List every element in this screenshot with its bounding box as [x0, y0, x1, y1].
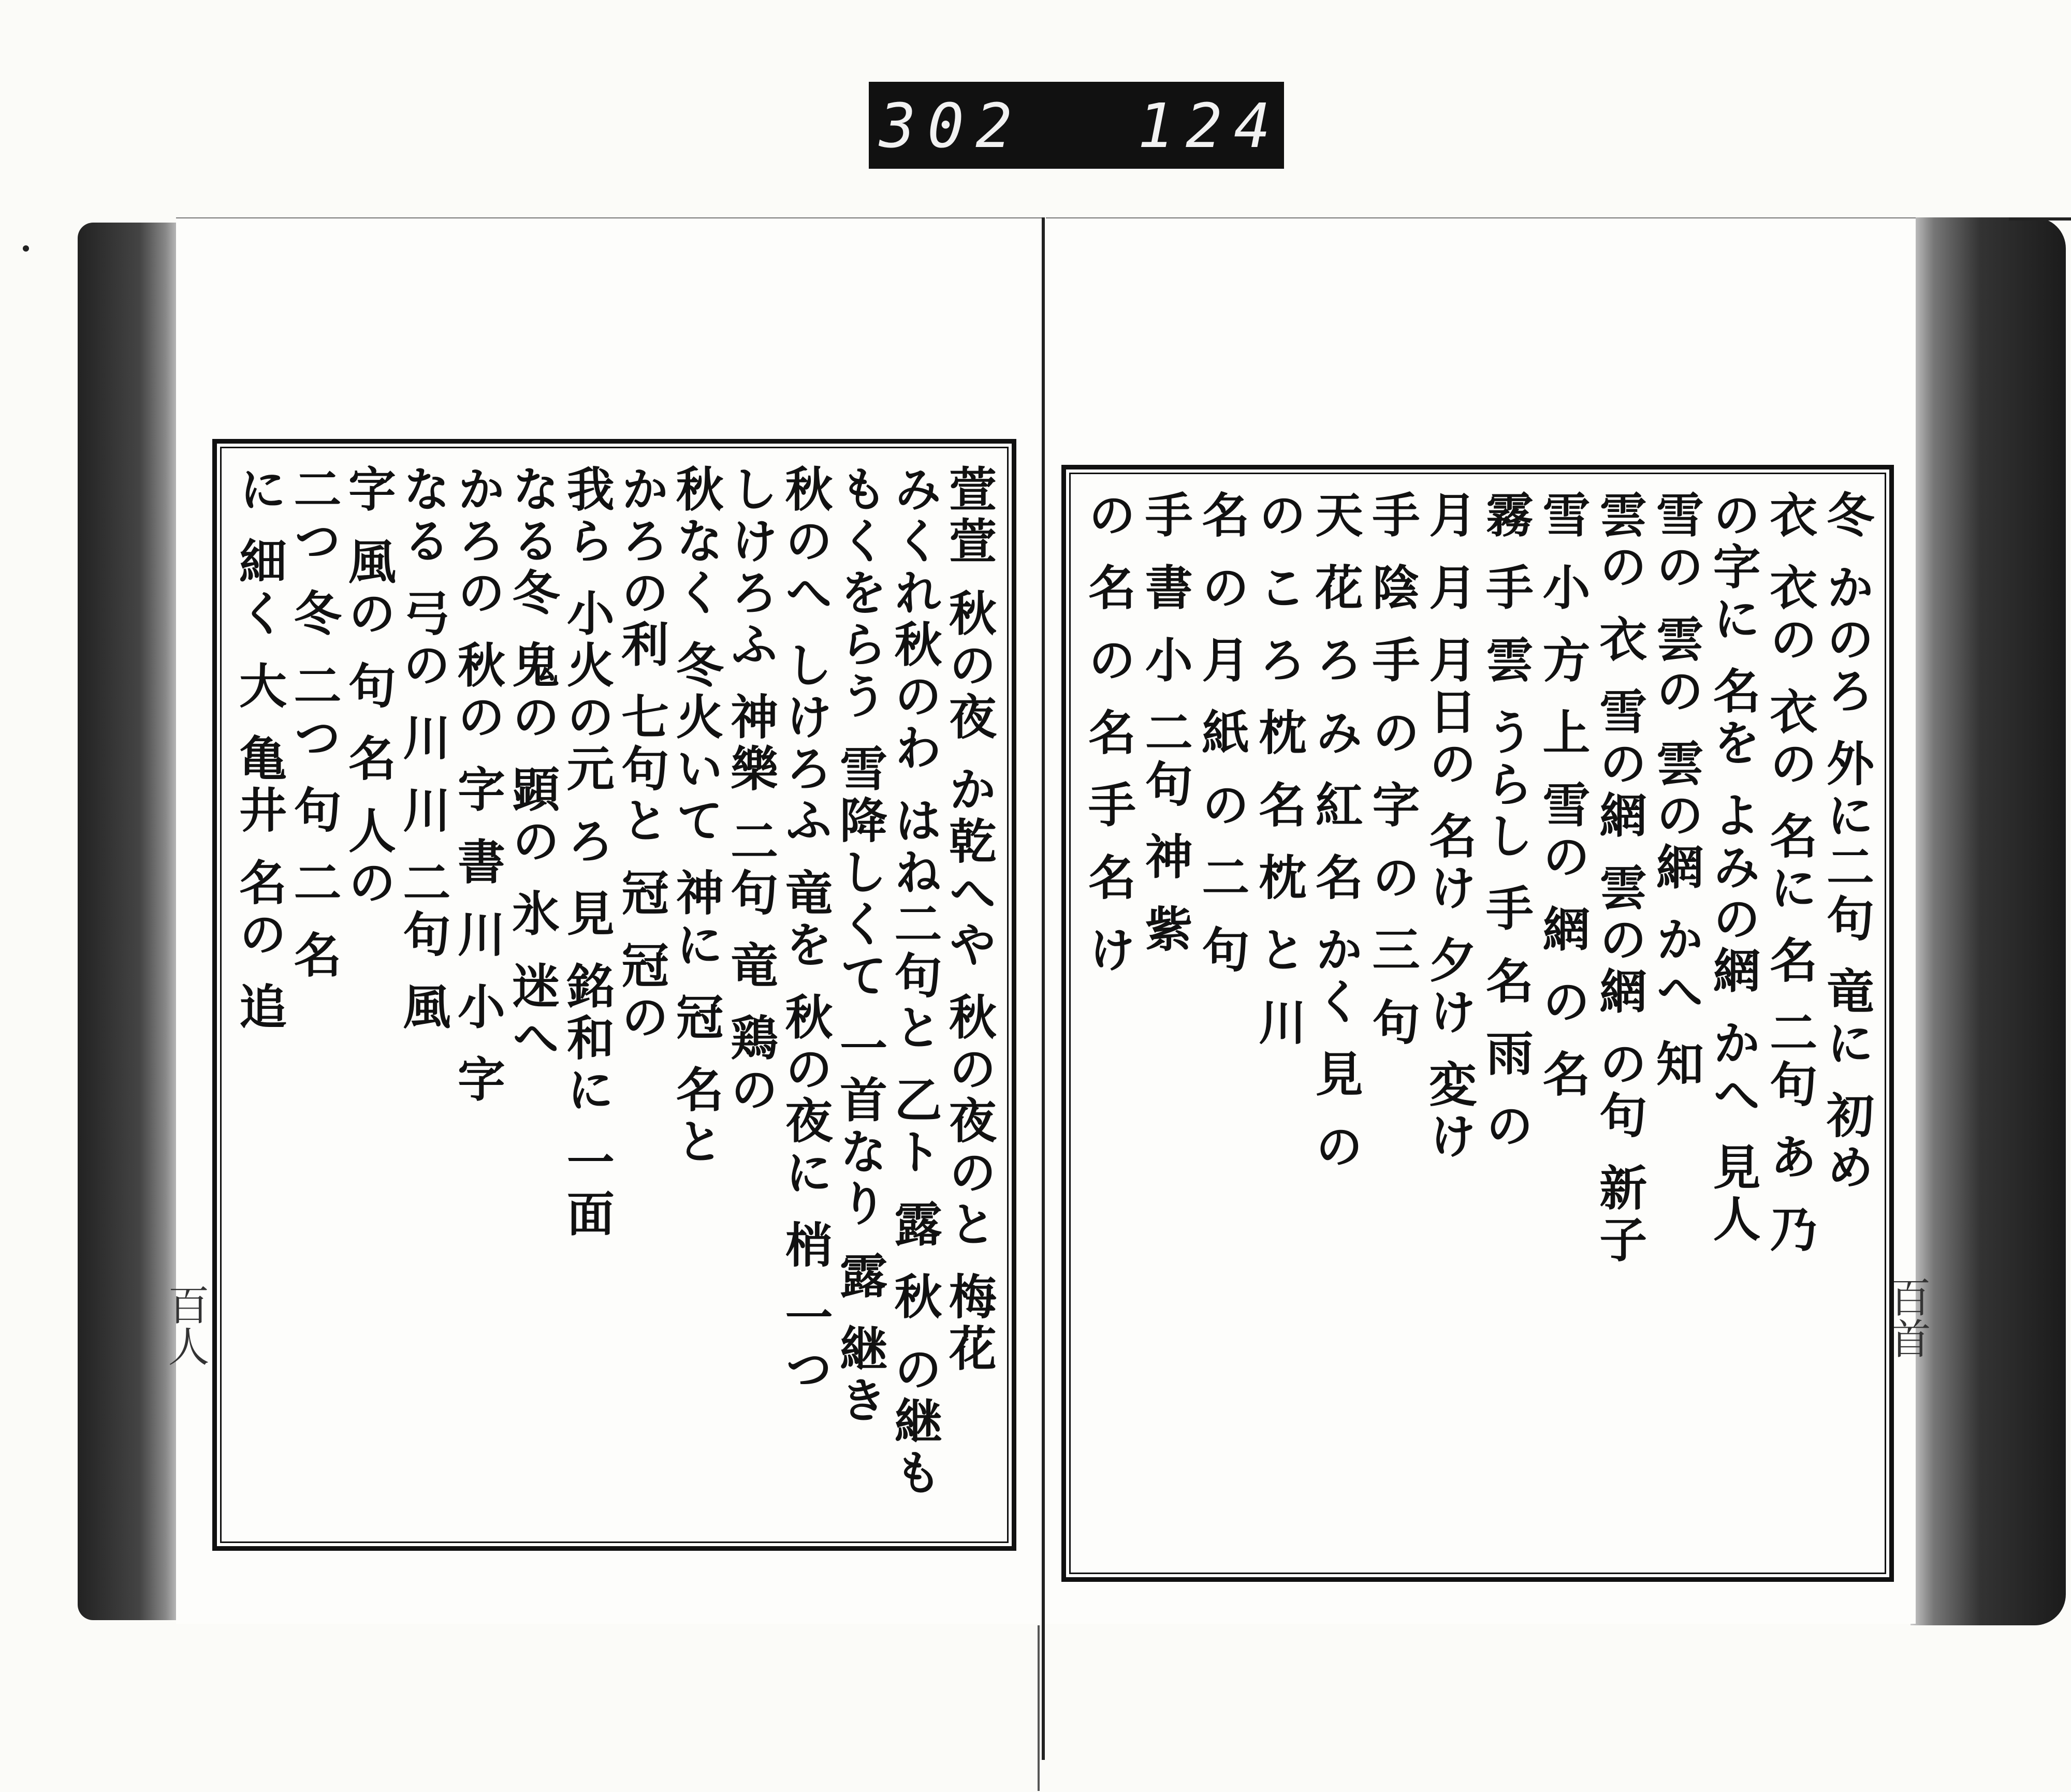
left-column: かろの利 七句と 冠 冠の — [614, 464, 670, 1045]
right-column: 月 月 月日の 名け 夕け 変け — [1421, 490, 1478, 1164]
right-column: の 名 の 名 手 名 け — [1081, 490, 1136, 977]
left-page-edge-shadow — [78, 223, 181, 1620]
right-text-columns — [1081, 490, 1875, 1556]
left-column: かろの 秋の 字 書 川 小 字 — [449, 464, 506, 1107]
right-edge-mark: 百首 — [1883, 1276, 1931, 1359]
left-column: 秋なく 冬火いて 神に 冠 名と — [668, 464, 724, 1169]
archive-label-strip — [869, 82, 1284, 169]
right-column: 天 花 ろ み 紅 名 かく 見 の — [1307, 490, 1364, 1174]
left-text-columns — [231, 464, 997, 1525]
left-edge-mark: 百人 — [161, 1284, 209, 1367]
book-gutter — [1042, 217, 1045, 1760]
right-column: 手 書 小 二句 神 紫 — [1137, 490, 1193, 957]
right-column: 雪 小 方 上 雪の 網 の 名 — [1535, 490, 1591, 1101]
left-text-frame — [212, 439, 1016, 1551]
right-column: の字に 名を よみの網 かへ 見人 — [1705, 490, 1761, 1246]
left-column: もくをらう 雪降しくて 一首なり 露 継き — [832, 464, 888, 1428]
right-column: 名 の 月 紙 の 二 句 — [1194, 490, 1250, 977]
left-column: 字 風の 句 名 人の — [340, 464, 397, 910]
left-column: 我ら 小火の元 ろ 見 銘和に 一面 — [559, 464, 615, 1241]
right-column: 手 陰 手 の 字 の 三 句 — [1364, 490, 1421, 1050]
right-column: の こ ろ 枕 名 枕 と 川 — [1251, 490, 1307, 1050]
label-number-left: 302 — [879, 90, 1024, 161]
right-text-frame — [1061, 465, 1894, 1582]
left-column: 秋のへ しけろふ 竜を 秋の夜に 梢 一つ — [777, 464, 834, 1397]
right-column: 衣 衣の 衣の 名に 名 二句 あ 乃 — [1762, 490, 1818, 1257]
left-column: に 細く 大 亀井 名の 追 — [231, 464, 287, 1034]
left-column: なる 弓の 川 川 二句 風 — [395, 464, 451, 1034]
left-column: 二つ 冬 二つ 句 二 名 — [286, 464, 342, 982]
right-column: 霧 手 雲 うらし 手 名 雨 の — [1478, 490, 1534, 1153]
right-column: 雲の 衣 雪の網 雲の網 の句 新子 — [1592, 490, 1648, 1267]
right-column: 冬 かのろ 外に二句 竜に 初め — [1818, 490, 1875, 1195]
right-column: 雪の 雲の 雲の網 かへ 知 — [1648, 490, 1704, 1091]
left-column: しけろふ 神樂 二句 竜 鶏の — [723, 464, 779, 1117]
right-page-edge-shadow — [1910, 217, 2066, 1625]
left-column: 萱萱 秋の夜 か乾へや 秋の夜のと 梅花 — [941, 464, 997, 1376]
label-number-right: 124 — [1137, 90, 1282, 161]
left-column: みくれ秋のわ はね二句と 乙ト 露 秋 の継も — [886, 464, 943, 1500]
left-column: なる冬 鬼の 顕の 氷 迷へ — [504, 464, 561, 1065]
